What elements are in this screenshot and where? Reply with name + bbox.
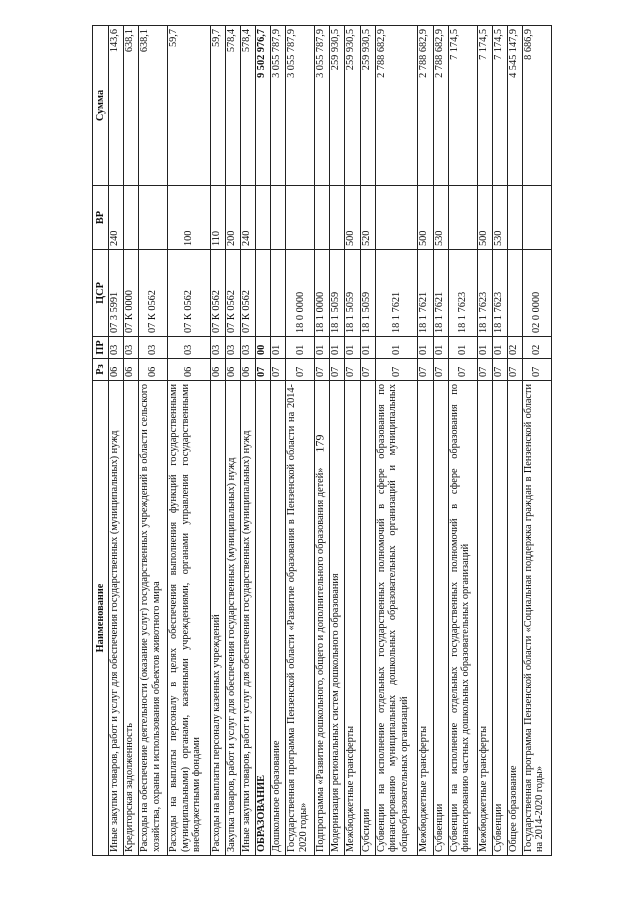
cell-csr: 02 0 0000: [522, 250, 551, 337]
table-row: [210, 26, 225, 856]
table-row: [433, 26, 448, 856]
cell-sum: 3 055 787,9: [315, 26, 330, 186]
cell-rz: 06: [168, 359, 211, 381]
cell-vr: [330, 186, 345, 250]
cell-name: Субвенции: [433, 381, 448, 856]
cell-sum: 2 788 682,9: [418, 26, 433, 186]
cell-rz: 07: [271, 359, 286, 381]
cell-rz: 07: [418, 359, 433, 381]
cell-sum: 2 788 682,9: [433, 26, 448, 186]
cell-rz: 07: [286, 359, 315, 381]
header-vr: ВР: [93, 186, 109, 250]
cell-name: ОБРАЗОВАНИЕ: [256, 381, 271, 856]
cell-sum: 638,1: [139, 26, 168, 186]
cell-name: Государственная программа Пензенской области «Развитие образования в Пензенской области на 2014-2020 годы»: [286, 381, 315, 856]
table-row: [226, 26, 241, 856]
cell-vr: [286, 186, 315, 250]
table-row: [477, 26, 492, 856]
cell-name: Иные закупки товаров, работ и услуг для обеспечения государственных (муниципальных) нужд: [241, 381, 256, 856]
header-csr: ЦСР: [93, 250, 109, 337]
cell-vr: [139, 186, 168, 250]
table-row: [375, 26, 418, 856]
cell-vr: 100: [168, 186, 211, 250]
cell-sum: 143,6: [109, 26, 124, 186]
cell-name: Расходы на выплаты персоналу в целях обеспечения выполнения функций государственными (муниципальными) органами, казенными учреждениями, органами управления государственными внебюджетными фондами: [168, 381, 211, 856]
cell-name: Межбюджетные трансферты: [345, 381, 360, 856]
cell-pr: 01: [286, 337, 315, 359]
table-row: [360, 26, 375, 856]
cell-name: Закупка товаров, работ и услуг для обеспечения государственных (муниципальных) нужд: [226, 381, 241, 856]
cell-csr: 18 1 7621: [375, 250, 418, 337]
cell-sum: 7 174,5: [477, 26, 492, 186]
cell-vr: 500: [477, 186, 492, 250]
rotated-page-content: [92, 26, 552, 856]
cell-rz: 07: [433, 359, 448, 381]
cell-rz: 06: [109, 359, 124, 381]
cell-sum: 59,7: [168, 26, 211, 186]
cell-name: Государственная программа Пензенской области «Социальная поддержка граждан в Пензенской области на 2014-2020 годы»: [522, 381, 551, 856]
header-pr: ПР: [93, 337, 109, 359]
cell-vr: [507, 186, 522, 250]
table-row: [345, 26, 360, 856]
cell-rz: 06: [241, 359, 256, 381]
cell-csr: 07 К 0562: [241, 250, 256, 337]
cell-csr: 07 К 0000: [124, 250, 139, 337]
budget-table: [92, 25, 552, 856]
cell-sum: 3 055 787,9: [271, 26, 286, 186]
cell-csr: 07 К 0562: [139, 250, 168, 337]
cell-sum: 259 930,5: [330, 26, 345, 186]
cell-pr: 01: [345, 337, 360, 359]
cell-sum: 9 502 976,7: [256, 26, 271, 186]
table-row: [507, 26, 522, 856]
cell-csr: 18 1 7623: [477, 250, 492, 337]
table-row: [286, 26, 315, 856]
cell-sum: 7 174,5: [448, 26, 477, 186]
cell-pr: 01: [360, 337, 375, 359]
cell-rz: 07: [522, 359, 551, 381]
cell-csr: 18 1 5059: [330, 250, 345, 337]
cell-rz: 07: [477, 359, 492, 381]
cell-name: Субвенции: [492, 381, 507, 856]
cell-vr: 500: [345, 186, 360, 250]
cell-vr: 110: [210, 186, 225, 250]
cell-csr: 18 1 7623: [448, 250, 477, 337]
cell-sum: 8 686,9: [522, 26, 551, 186]
table-row: [418, 26, 433, 856]
cell-rz: 07: [448, 359, 477, 381]
cell-sum: 578,4: [241, 26, 256, 186]
cell-pr: 03: [226, 337, 241, 359]
cell-name: Субвенции на исполнение отдельных государственных полномочий в сфере образования по финансированию частных дошкольных образовательных организаций: [448, 381, 477, 856]
cell-sum: 259 930,5: [345, 26, 360, 186]
cell-name: Иные закупки товаров, работ и услуг для обеспечения государственных (муниципальных) нужд: [109, 381, 124, 856]
cell-csr: 18 1 7623: [492, 250, 507, 337]
table-row: [168, 26, 211, 856]
cell-vr: [375, 186, 418, 250]
cell-rz: 06: [124, 359, 139, 381]
cell-name: Общее образование: [507, 381, 522, 856]
cell-pr: 01: [418, 337, 433, 359]
cell-rz: 07: [507, 359, 522, 381]
cell-rz: 07: [360, 359, 375, 381]
cell-vr: 500: [418, 186, 433, 250]
cell-pr: 01: [271, 337, 286, 359]
table-row: [124, 26, 139, 856]
table-row: [330, 26, 345, 856]
cell-rz: 06: [210, 359, 225, 381]
cell-rz: 07: [345, 359, 360, 381]
cell-csr: 18 1 7621: [433, 250, 448, 337]
cell-sum: 3 055 787,9: [286, 26, 315, 186]
cell-csr: 07 К 0562: [210, 250, 225, 337]
cell-pr: 03: [124, 337, 139, 359]
cell-csr: 18 1 0000: [315, 250, 330, 337]
cell-pr: 03: [210, 337, 225, 359]
cell-name: Подпрограмма «Развитие дошкольного, общего и дополнительного образования детей»: [315, 381, 330, 856]
table-row: [139, 26, 168, 856]
cell-pr: 02: [522, 337, 551, 359]
table-row: [492, 26, 507, 856]
cell-vr: [448, 186, 477, 250]
cell-csr: 18 1 5059: [345, 250, 360, 337]
table-header-row: [93, 26, 109, 856]
cell-name: Межбюджетные трансферты: [418, 381, 433, 856]
cell-sum: 59,7: [210, 26, 225, 186]
cell-csr: [271, 250, 286, 337]
page-number: 179: [312, 434, 327, 453]
cell-name: Расходы на обеспечение деятельности (оказание услуг) государственных учреждений в области сельского хозяйства, охраны и использования объектов животного мира: [139, 381, 168, 856]
cell-name: Модернизация региональных систем дошкольного образования: [330, 381, 345, 856]
table-row: [241, 26, 256, 856]
cell-vr: 520: [360, 186, 375, 250]
cell-vr: [522, 186, 551, 250]
table-row: [315, 26, 330, 856]
cell-sum: 4 545 147,9: [507, 26, 522, 186]
cell-rz: 06: [226, 359, 241, 381]
cell-sum: 259 930,5: [360, 26, 375, 186]
cell-pr: 01: [315, 337, 330, 359]
cell-csr: [507, 250, 522, 337]
cell-csr: 18 1 7621: [418, 250, 433, 337]
cell-sum: 578,4: [226, 26, 241, 186]
cell-pr: 01: [330, 337, 345, 359]
cell-pr: 02: [507, 337, 522, 359]
cell-vr: 530: [492, 186, 507, 250]
cell-vr: 200: [226, 186, 241, 250]
cell-pr: 01: [492, 337, 507, 359]
cell-sum: 7 174,5: [492, 26, 507, 186]
table-body: [109, 26, 552, 856]
cell-pr: 03: [241, 337, 256, 359]
cell-rz: 07: [330, 359, 345, 381]
cell-rz: 07: [492, 359, 507, 381]
cell-vr: 530: [433, 186, 448, 250]
table-row: [271, 26, 286, 856]
table-row: [109, 26, 124, 856]
cell-vr: [271, 186, 286, 250]
cell-vr: [256, 186, 271, 250]
cell-vr: [124, 186, 139, 250]
cell-pr: 00: [256, 337, 271, 359]
cell-name: Расходы на выплаты персоналу казенных учреждений: [210, 381, 225, 856]
cell-csr: 18 1 5059: [360, 250, 375, 337]
cell-csr: 07 К 0562: [226, 250, 241, 337]
cell-name: Кредиторская задолженность: [124, 381, 139, 856]
table-row: [256, 26, 271, 856]
cell-pr: 03: [139, 337, 168, 359]
cell-name: Субвенции на исполнение отдельных государственных полномочий в сфере образования по финансированию муниципальных дошкольных образовательных организаций и муниципальных общеобразовательных организаций: [375, 381, 418, 856]
cell-csr: [256, 250, 271, 337]
cell-csr: 18 0 0000: [286, 250, 315, 337]
cell-csr: 07 К 0562: [168, 250, 211, 337]
cell-pr: 01: [433, 337, 448, 359]
cell-pr: 01: [448, 337, 477, 359]
cell-sum: 638,1: [124, 26, 139, 186]
cell-pr: 01: [477, 337, 492, 359]
cell-vr: 240: [241, 186, 256, 250]
cell-pr: 03: [168, 337, 211, 359]
header-name: Наименование: [93, 381, 109, 856]
cell-name: Субсидии: [360, 381, 375, 856]
cell-pr: 03: [109, 337, 124, 359]
cell-name: Межбюджетные трансферты: [477, 381, 492, 856]
cell-rz: 07: [375, 359, 418, 381]
cell-pr: 01: [375, 337, 418, 359]
header-sum: Сумма: [93, 26, 109, 186]
cell-vr: 240: [109, 186, 124, 250]
cell-rz: 06: [139, 359, 168, 381]
cell-sum: 2 788 682,9: [375, 26, 418, 186]
cell-vr: [315, 186, 330, 250]
cell-name: Дошкольное образование: [271, 381, 286, 856]
header-rz: Рз: [93, 359, 109, 381]
cell-rz: 07: [256, 359, 271, 381]
table-row: [522, 26, 551, 856]
cell-csr: 07 3 5991: [109, 250, 124, 337]
table-row: [448, 26, 477, 856]
cell-rz: 07: [315, 359, 330, 381]
